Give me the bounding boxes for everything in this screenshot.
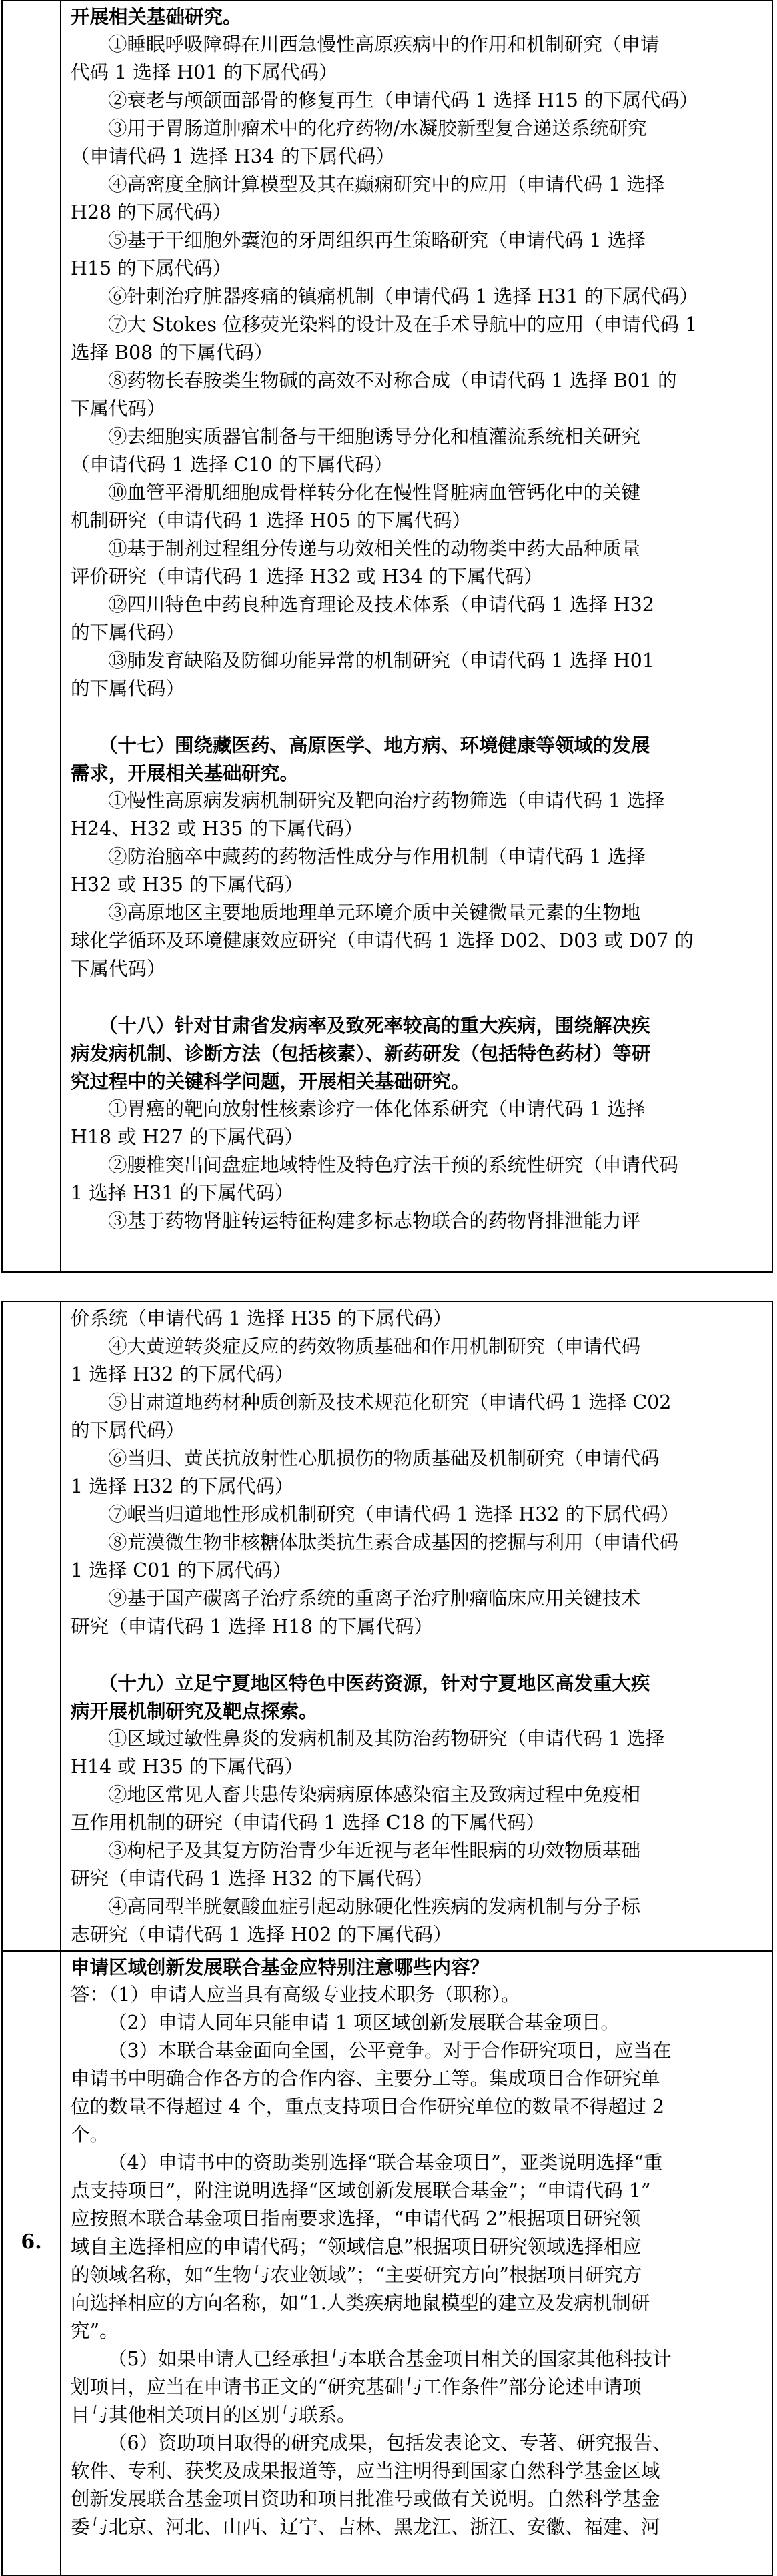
- text-line: 个。: [71, 2124, 109, 2146]
- document-page-2: [1, 1301, 773, 2576]
- row-divider: [3, 1950, 772, 1952]
- text-line: ⑫四川特色中药良种选育理论及技术体系（申请代码 1 选择 H32: [108, 594, 654, 616]
- text-line: H14 或 H35 的下属代码）: [71, 1756, 303, 1778]
- text-line: ⑬肺发育缺陷及防御功能异常的机制研究（申请代码 1 选择 H01: [108, 650, 654, 672]
- text-line: ①区域过敏性鼻炎的发病机制及其防治药物研究（申请代码 1 选择: [108, 1728, 665, 1750]
- text-line: 应按照本联合基金项目指南要求选择，“申请代码 2”根据项目研究领: [71, 2208, 641, 2230]
- text-line: 病发病机制、诊断方法（包括核素）、新药研发（包括特色药材）等研: [71, 1042, 651, 1065]
- text-line: 究”。: [71, 2320, 119, 2342]
- text-line: 创新发展联合基金项目资助和项目批准号或做有关说明。自然科学基金: [71, 2488, 660, 2510]
- text-line: 划项目，应当在申请书正文的“研究基础与工作条件”部分论述申请项: [71, 2376, 642, 2398]
- text-line: （6）资助项目取得的研究成果，包括发表论文、专著、研究报告、: [108, 2432, 672, 2454]
- text-line: ①睡眠呼吸障碍在川西急慢性高原疾病中的作用和机制研究（申请: [108, 33, 660, 55]
- text-line: 需求，开展相关基础研究。: [71, 762, 299, 784]
- number-column: [3, 1302, 61, 2575]
- text-line: （3）本联合基金面向全国，公平竞争。对于合作研究项目，应当在: [108, 2040, 672, 2062]
- text-line: H24、H32 或 H35 的下属代码）: [71, 818, 363, 840]
- text-line: 域自主选择相应的申请代码；“领域信息”根据项目研究领域选择相应: [71, 2236, 642, 2258]
- text-line: （2）申请人同年只能申请 1 项区域创新发展联合基金项目。: [108, 2012, 620, 2034]
- text-line: H28 的下属代码）: [71, 201, 232, 223]
- text-line: 答：（1）申请人应当具有高级专业技术职务（职称）。: [71, 1984, 520, 2006]
- text-line: ④高密度全脑计算模型及其在癫痫研究中的应用（申请代码 1 选择: [108, 173, 665, 195]
- text-line: 1 选择 H32 的下属代码）: [71, 1475, 294, 1497]
- text-line: （申请代码 1 选择 H34 的下属代码）: [71, 145, 395, 167]
- text-line: 1 选择 C01 的下属代码）: [71, 1559, 292, 1581]
- text-line: ②腰椎突出间盘症地域特性及特色疗法干预的系统性研究（申请代码: [108, 1154, 679, 1176]
- text-line: 目与其他相关项目的区别与联系。: [71, 2404, 356, 2426]
- text-line: H15 的下属代码）: [71, 257, 232, 279]
- text-line: ③高原地区主要地质地理单元环境介质中关键微量元素的生物地: [108, 902, 641, 924]
- text-line: 的下属代码）: [71, 678, 185, 700]
- text-line: ②衰老与颅颌面部骨的修复再生（申请代码 1 选择 H15 的下属代码）: [108, 89, 698, 111]
- text-line: 究过程中的关键科学问题，开展相关基础研究。: [71, 1070, 470, 1093]
- text-line: ⑨去细胞实质器官制备与干细胞诱导分化和植灌流系统相关研究: [108, 426, 641, 448]
- text-line: ⑨基于国产碳离子治疗系统的重离子治疗肿瘤临床应用关键技术: [108, 1587, 641, 1609]
- text-line: 价系统（申请代码 1 选择 H35 的下属代码）: [71, 1307, 452, 1329]
- page-2-content: [61, 1302, 772, 2575]
- text-line: 位的数量不得超过 4 个，重点支持项目合作研究单位的数量不得超过 2: [71, 2096, 664, 2118]
- text-line: H32 或 H35 的下属代码）: [71, 874, 303, 896]
- text-line: 机制研究（申请代码 1 选择 H05 的下属代码）: [71, 510, 471, 532]
- text-line: ⑤甘肃道地药材种质创新及技术规范化研究（申请代码 1 选择 C02: [108, 1391, 672, 1413]
- text-line: 软件、专利、获奖及成果报道等，应当注明得到国家自然科学基金区域: [71, 2460, 660, 2482]
- text-line: 开展相关基础研究。: [71, 5, 242, 28]
- text-line: （十八）针对甘肃省发病率及致死率较高的重大疾病，围绕解决疾: [99, 1014, 650, 1037]
- text-line: 1 选择 H32 的下属代码）: [71, 1363, 294, 1385]
- row-number: 6.: [21, 2230, 42, 2254]
- text-line: 选择 B08 的下属代码）: [71, 342, 273, 364]
- text-line: （十九）立足宁夏地区特色中医药资源，针对宁夏地区高发重大疾: [99, 1672, 650, 1694]
- text-line: 向选择相应的方向名称，如“1.人类疾病地鼠模型的建立及发病机制研: [71, 2292, 650, 2314]
- text-line: ⑧荒漠微生物非核糖体肽类抗生素合成基因的挖掘与利用（申请代码: [108, 1531, 679, 1553]
- text-line: 1 选择 H31 的下属代码）: [71, 1182, 294, 1204]
- text-line: ⑥针刺治疗脏器疼痛的镇痛机制（申请代码 1 选择 H31 的下属代码）: [108, 285, 698, 307]
- text-line: 的下属代码）: [71, 1419, 185, 1441]
- text-line: ⑪基于制剂过程组分传递与功效相关性的动物类中药大品种质量: [108, 538, 641, 560]
- text-line: H18 或 H27 的下属代码）: [71, 1126, 303, 1148]
- text-line: （5）如果申请人已经承担与本联合基金项目相关的国家其他科技计: [108, 2348, 672, 2370]
- text-line: 病开展机制研究及靶点探索。: [71, 1700, 318, 1722]
- document-page-1: [1, 0, 773, 1273]
- text-line: ⑦大 Stokes 位移荧光染料的设计及在手术导航中的应用（申请代码 1: [108, 313, 698, 336]
- text-line: （申请代码 1 选择 C10 的下属代码）: [71, 454, 393, 476]
- text-line: ②地区常见人畜共患传染病病原体感染宿主及致病过程中免疫相: [108, 1784, 641, 1806]
- text-line: 代码 1 选择 H01 的下属代码）: [71, 61, 338, 83]
- text-line: ③枸杞子及其复方防治青少年近视与老年性眼病的功效物质基础: [108, 1840, 641, 1862]
- text-line: （4）申请书中的资助类别选择“联合基金项目”，亚类说明选择“重: [108, 2152, 663, 2174]
- number-column: [3, 1, 61, 1271]
- text-line: 互作用机制的研究（申请代码 1 选择 C18 的下属代码）: [71, 1812, 545, 1834]
- text-line: 下属代码）: [71, 398, 166, 420]
- text-line: 评价研究（申请代码 1 选择 H32 或 H34 的下属代码）: [71, 566, 543, 588]
- text-line: 点支持项目”，附注说明选择“区域创新发展联合基金”；“申请代码 1”: [71, 2180, 651, 2202]
- text-line: ⑥当归、黄芪抗放射性心肌损伤的物质基础及机制研究（申请代码: [108, 1447, 660, 1469]
- text-line: ③用于胃肠道肿瘤术中的化疗药物/水凝胶新型复合递送系统研究: [108, 117, 647, 139]
- text-line: ⑩血管平滑肌细胞成骨样转分化在慢性肾脏病血管钙化中的关键: [108, 482, 641, 504]
- text-line: 研究（申请代码 1 选择 H18 的下属代码）: [71, 1616, 433, 1638]
- text-line: ③基于药物肾脏转运特征构建多标志物联合的药物肾排泄能力评: [108, 1210, 641, 1232]
- text-line: ①胃癌的靶向放射性核素诊疗一体化体系研究（申请代码 1 选择: [108, 1098, 646, 1120]
- page-1-content: [61, 1, 772, 1271]
- text-line: 委与北京、河北、山西、辽宁、吉林、黑龙江、浙江、安徽、福建、河: [71, 2516, 660, 2538]
- text-line: ②防治脑卒中藏药的药物活性成分与作用机制（申请代码 1 选择: [108, 846, 646, 868]
- text-line: ⑤基于干细胞外囊泡的牙周组织再生策略研究（申请代码 1 选择: [108, 229, 646, 251]
- text-line: 申请书中明确合作各方的合作内容、主要分工等。集成项目合作研究单: [71, 2068, 660, 2090]
- text-line: 的领域名称，如“生物与农业领域”；“主要研究方向”根据项目研究方: [71, 2264, 642, 2286]
- text-line: 球化学循环及环境健康效应研究（申请代码 1 选择 D02、D03 或 D07 的: [71, 930, 694, 952]
- text-line: ④高同型半胱氨酸血症引起动脉硬化性疾病的发病机制与分子标: [108, 1896, 641, 1918]
- text-line: 下属代码）: [71, 958, 166, 980]
- text-line: ①慢性高原病发病机制研究及靶向治疗药物筛选（申请代码 1 选择: [108, 790, 665, 812]
- text-line: ④大黄逆转炎症反应的药效物质基础和作用机制研究（申请代码: [108, 1335, 641, 1357]
- text-line: ⑧药物长春胺类生物碱的高效不对称合成（申请代码 1 选择 B01 的: [108, 370, 677, 392]
- text-line: 研究（申请代码 1 选择 H32 的下属代码）: [71, 1868, 433, 1890]
- text-line: 申请区域创新发展联合基金应特别注意哪些内容？: [71, 1956, 490, 1978]
- text-line: 的下属代码）: [71, 622, 185, 644]
- text-line: 志研究（申请代码 1 选择 H02 的下属代码）: [71, 1924, 452, 1946]
- text-line: （十七）围绕藏医药、高原医学、地方病、环境健康等领域的发展: [99, 734, 650, 756]
- text-line: ⑦岷当归道地性形成机制研究（申请代码 1 选择 H32 的下属代码）: [108, 1503, 680, 1525]
